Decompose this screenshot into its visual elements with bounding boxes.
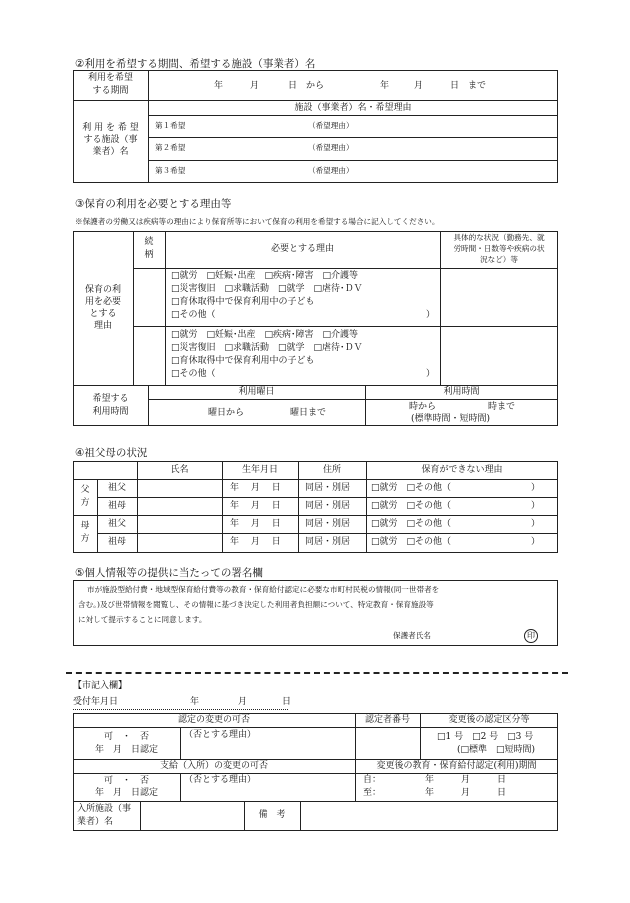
wish-1-label: 第１希望 [155, 121, 186, 130]
reason-1-line-1: □就労 □妊娠･出産 □疾病･障害 □介護等 [171, 271, 359, 281]
row-4-birth: 年 月 日 [230, 537, 281, 547]
header-reason: 保育ができない理由 [421, 465, 503, 475]
nintei-date: 年 月 日認定 [94, 745, 158, 755]
city-table [73, 713, 558, 831]
period-month-1: 月 [250, 81, 260, 91]
section-3-note: ※保護者の労働又は疾病等の理由により保育所等において保育の利用を希望する場合に記入してください。 [75, 217, 440, 226]
shikyu-reason-note: （否とする理由） [184, 775, 257, 785]
nyusho-facility-label-2: 業者）名 [77, 817, 114, 827]
period-label-1: 利用を希望 [87, 73, 133, 83]
row-3-address: 同居・別居 [305, 519, 351, 529]
jikan-to: 時まで [488, 402, 516, 412]
seal-mark: 印 [524, 629, 538, 643]
youbi-from: 曜日から [208, 408, 245, 418]
reason-2-line-3: □育休取得中で保育利用中の子ども [171, 356, 315, 366]
kikan-from-date: 年 月 日 [425, 775, 507, 785]
row-2-address: 同居・別居 [305, 501, 351, 511]
row-2-reason: □就労 □その他（ [371, 501, 452, 511]
row-label-1: 保育の利 [84, 285, 121, 295]
period-day-from: 日 から [288, 81, 325, 91]
city-section-title: 【市記入欄】 [73, 681, 128, 691]
detail-header-1: 具体的な状況（勤務先、就 [453, 233, 545, 242]
row-4-reason: □就労 □その他（ [371, 537, 452, 547]
row-label-2: 用を必要 [84, 297, 121, 307]
header-address: 住所 [322, 465, 341, 475]
period-day-to: 日 まで [450, 81, 487, 91]
kikan-to-date: 年 月 日 [425, 788, 507, 798]
reason-1-line-3: □育休取得中で保育利用中の子ども [171, 297, 315, 307]
time-label-1: 希望する [92, 394, 129, 404]
detail-header-3: 況など）等 [480, 255, 518, 264]
kubun-header: 変更後の認定区分等 [448, 715, 530, 725]
youbi-header: 利用曜日 [238, 387, 275, 397]
zokugara-2: 柄 [144, 250, 154, 260]
kubun-line-2: (□標準 □短時間) [457, 745, 536, 755]
period-month-2: 月 [414, 81, 424, 91]
reason-2-line-4: □その他（ [171, 369, 216, 379]
jikan-type: (標準時間・短時間) [411, 414, 491, 424]
youbi-to: 曜日まで [290, 408, 327, 418]
kikan-header: 変更後の教育・保育給付認定(利用)期間 [376, 761, 537, 771]
received-month: 月 [238, 697, 248, 707]
nintei-header: 認定の変更の可否 [177, 715, 250, 725]
row-1-relation: 祖父 [107, 483, 126, 493]
header-birth: 生年月日 [241, 465, 278, 475]
time-label-2: 利用時間 [92, 407, 129, 417]
nintei-kahi: 可 ・ 否 [103, 732, 149, 742]
row-label-4: 理由 [93, 321, 112, 331]
row-1-close: ） [531, 483, 541, 493]
row-3-reason: □就労 □その他（ [371, 519, 452, 529]
reason-2-line-2: □災害復旧 □求職活動 □就学 □虐待･ＤＶ [171, 343, 363, 353]
received-day: 日 [282, 697, 292, 707]
row-4-relation: 祖母 [107, 537, 126, 547]
facility-header: 施設（事業者）名・希望理由 [294, 103, 412, 113]
facility-label-2: する施設（事 [83, 135, 138, 145]
row-4-address: 同居・別居 [305, 537, 351, 547]
wish-1-reason: （希望理由） [308, 121, 354, 130]
guardian-name-label: 保護者氏名 [393, 631, 431, 640]
paternal-label-2: 方 [80, 498, 90, 508]
period-label-2: する期間 [92, 86, 129, 96]
kikan-to-label: 至： [363, 788, 382, 798]
kikan-from-label: 自： [363, 775, 382, 785]
facility-label-1: 利 用 を 希 望 [82, 123, 139, 133]
kubun-line-1: □1 号 □2 号 □3 号 [437, 732, 534, 742]
consent-text-2: 含む。)及び世帯情報を閲覧し、その情報に基づき決定した利用者負担額について、特定教育・保育施設等 [78, 600, 434, 609]
shikyu-kahi: 可 ・ 否 [103, 776, 149, 786]
received-year: 年 [190, 697, 200, 707]
row-3-birth: 年 月 日 [230, 519, 281, 529]
received-date-label: 受付年月日 [73, 697, 119, 707]
row-1-address: 同居・別居 [305, 483, 351, 493]
wish-2-reason: （希望理由） [308, 143, 354, 152]
wish-3-reason: （希望理由） [308, 166, 354, 175]
row-1-reason: □就労 □その他（ [371, 483, 452, 493]
row-label-3: とする [89, 309, 117, 319]
row-2-relation: 祖母 [107, 501, 126, 511]
nyusho-facility-label-1: 入所施設（事 [77, 804, 132, 814]
reason-1-line-4: □その他（ [171, 310, 216, 320]
facility-label-3: 業者）名 [92, 147, 129, 157]
paternal-label-1: 父 [80, 485, 90, 495]
section-3-title: ③保育の利用を必要とする理由等 [75, 198, 232, 210]
row-2-birth: 年 月 日 [230, 501, 281, 511]
row-1-birth: 年 月 日 [230, 483, 281, 493]
header-name: 氏名 [170, 465, 189, 475]
period-year-1: 年 [214, 81, 224, 91]
reason-1-line-2: □災害復旧 □求職活動 □就学 □虐待･ＤＶ [171, 284, 363, 294]
section-5-title: ⑤個人情報等の提供に当たっての署名欄 [75, 567, 263, 579]
row-3-close: ） [531, 519, 541, 529]
bikou-label: 備 考 [258, 810, 286, 820]
detail-header-2: 労時間・日数等や疾病の状 [453, 244, 545, 253]
jikan-header: 利用時間 [443, 387, 480, 397]
cut-line [66, 672, 568, 674]
consent-text-3: に対して提示することに同意します。 [78, 615, 207, 624]
bangou-header: 認定者番号 [364, 715, 410, 725]
section-4-title: ④祖父母の状況 [75, 447, 148, 459]
row-3-relation: 祖父 [107, 519, 126, 529]
section-2-title: ②利用を希望する期間、希望する施設（事業者）名 [75, 58, 316, 70]
maternal-label-2: 方 [80, 534, 90, 544]
zokugara-1: 続 [144, 237, 154, 247]
shikyu-date: 年 月 日認定 [94, 788, 158, 798]
jikan-from: 時から [409, 402, 437, 412]
consent-text-1: 市が施設型給付費・地域型保育給付費等の教育・保育給付認定に必要な市町村民税の情報(同一世帯者を [87, 585, 440, 594]
period-year-2: 年 [380, 81, 390, 91]
row-2-close: ） [531, 501, 541, 511]
reason-1-close: ） [426, 310, 436, 320]
shikyu-header: 支給（入所）の変更の可否 [159, 761, 268, 771]
nintei-reason-note: （否とする理由） [184, 730, 257, 740]
wish-2-label: 第２希望 [155, 143, 186, 152]
reason-2-line-1: □就労 □妊娠･出産 □疾病･障害 □介護等 [171, 330, 359, 340]
wish-3-label: 第３希望 [155, 166, 186, 175]
reason-header: 必要とする理由 [270, 244, 334, 254]
row-4-close: ） [531, 537, 541, 547]
maternal-label-1: 母 [80, 521, 90, 531]
reason-2-close: ） [426, 369, 436, 379]
